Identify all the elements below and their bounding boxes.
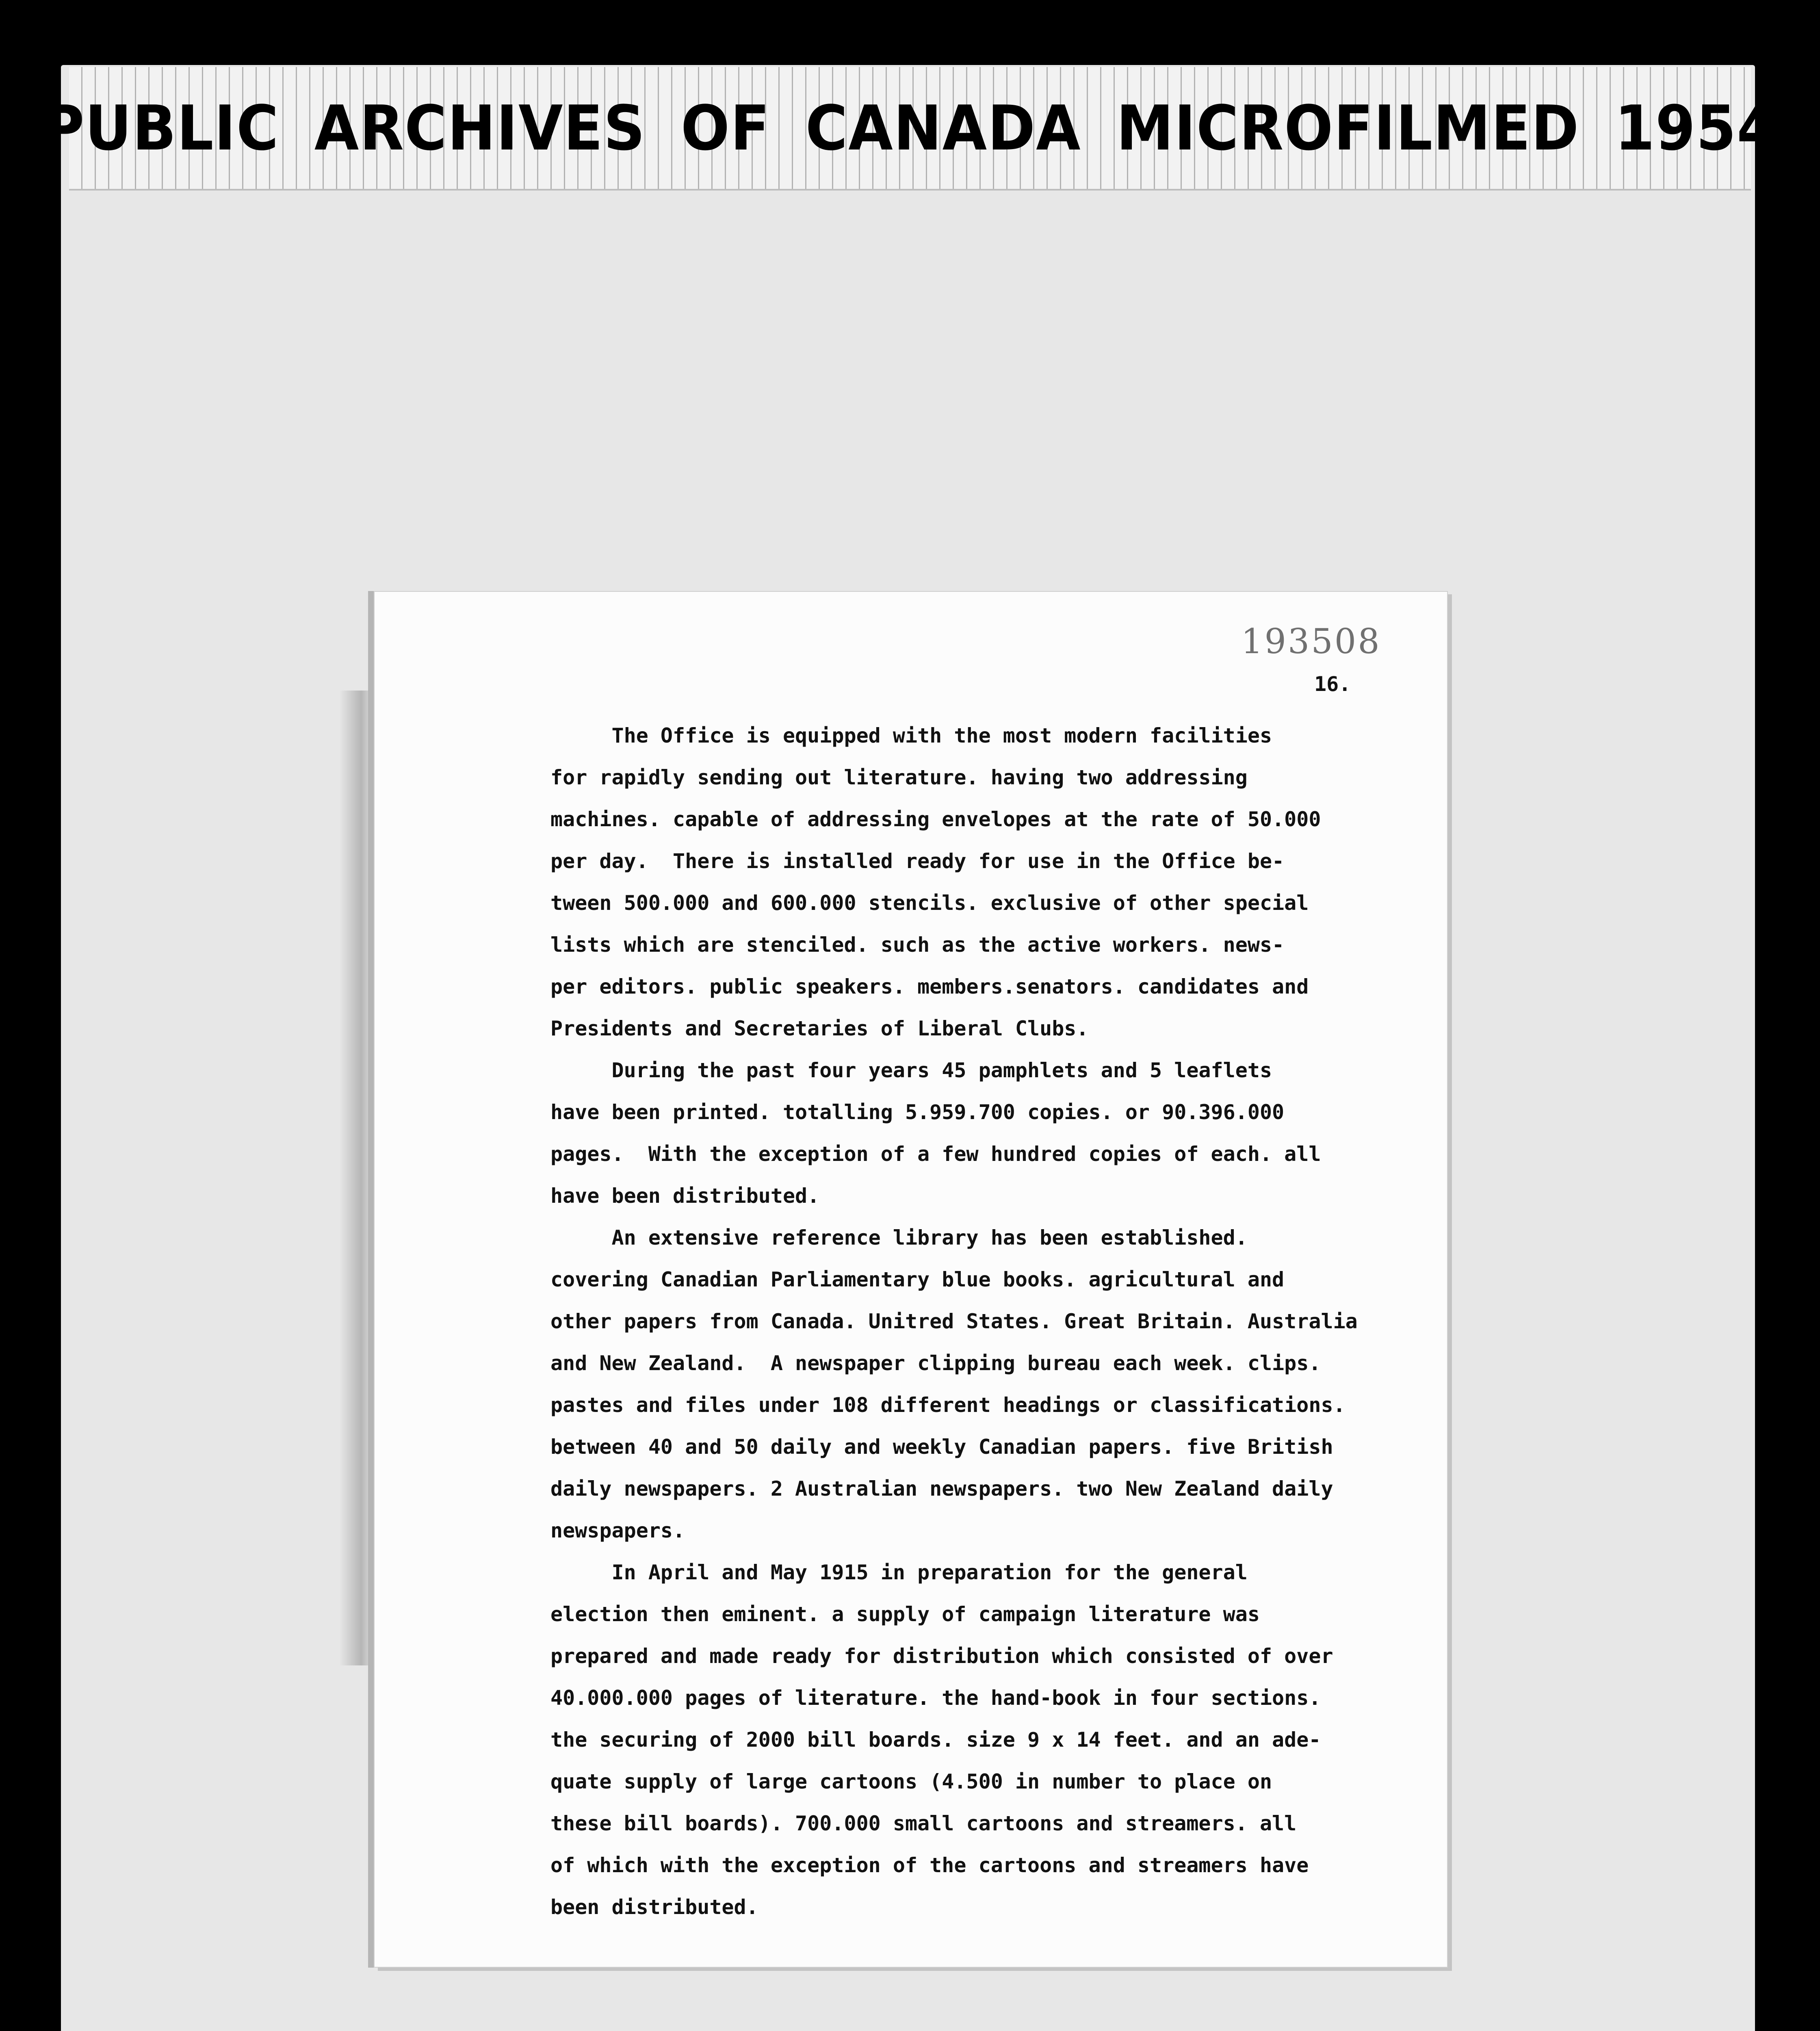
text-line: have been distributed. bbox=[550, 1184, 820, 1208]
text-line: the securing of 2000 bill boards. size 9 x 14 feet. and an ade- bbox=[550, 1728, 1321, 1752]
text-line: for rapidly sending out literature. having two addressing bbox=[550, 766, 1248, 789]
text-line: machines. capable of addressing envelopes at the rate of 50.000 bbox=[550, 808, 1321, 831]
text-line: lists which are stenciled. such as the active workers. news- bbox=[550, 933, 1285, 957]
archive-header-strip bbox=[42, 67, 1778, 191]
text-line: daily newspapers. 2 Australian newspapers. two New Zealand daily bbox=[550, 1477, 1333, 1501]
text-line: During the past four years 45 pamphlets and 5 leaflets bbox=[550, 1059, 1272, 1082]
text-line: per day. There is installed ready for use in the Office be- bbox=[550, 849, 1285, 873]
text-line: per editors. public speakers. members.senators. candidates and bbox=[550, 975, 1309, 998]
text-line: tween 500.000 and 600.000 stencils. exclusive of other special bbox=[550, 891, 1309, 915]
text-line: newspapers. bbox=[550, 1519, 685, 1542]
text-line: pastes and files under 108 different headings or classifications. bbox=[550, 1393, 1346, 1417]
text-line: have been printed. totalling 5.959.700 copies. or 90.396.000 bbox=[550, 1100, 1285, 1124]
archive-stamp-number: 193508 bbox=[1241, 621, 1381, 661]
sheet-edge-shadow bbox=[339, 691, 376, 1665]
text-line: An extensive reference library has been established. bbox=[550, 1226, 1248, 1249]
text-line: The Office is equipped with the most modern facilities bbox=[550, 724, 1272, 747]
page-number: 16. bbox=[1314, 672, 1351, 696]
text-line: these bill boards). 700.000 small cartoons and streamers. all bbox=[550, 1812, 1297, 1835]
text-line: between 40 and 50 daily and weekly Canadian papers. five British bbox=[550, 1435, 1333, 1459]
document-body bbox=[550, 715, 1404, 1928]
text-line: other papers from Canada. Unitred States. Great Britain. Australia bbox=[550, 1310, 1358, 1333]
text-line: been distributed. bbox=[550, 1895, 758, 1919]
archive-header-title: PUBLIC ARCHIVES OF CANADA MICROFILMED 1954 bbox=[42, 92, 1778, 164]
text-line: covering Canadian Parliamentary blue books. agricultural and bbox=[550, 1268, 1285, 1291]
text-line: and New Zealand. A newspaper clipping bureau each week. clips. bbox=[550, 1351, 1321, 1375]
text-line: of which with the exception of the cartoons and streamers have bbox=[550, 1853, 1309, 1877]
text-line: pages. With the exception of a few hundred copies of each. all bbox=[550, 1142, 1321, 1166]
text-line: election then eminent. a supply of campaign literature was bbox=[550, 1602, 1260, 1626]
text-line: 40.000.000 pages of literature. the hand-book in four sections. bbox=[550, 1686, 1321, 1710]
text-line: quate supply of large cartoons (4.500 in number to place on bbox=[550, 1770, 1272, 1793]
text-line: In April and May 1915 in preparation for the general bbox=[550, 1561, 1248, 1584]
text-line: Presidents and Secretaries of Liberal Clubs. bbox=[550, 1017, 1089, 1040]
text-line: prepared and made ready for distribution which consisted of over bbox=[550, 1644, 1333, 1668]
